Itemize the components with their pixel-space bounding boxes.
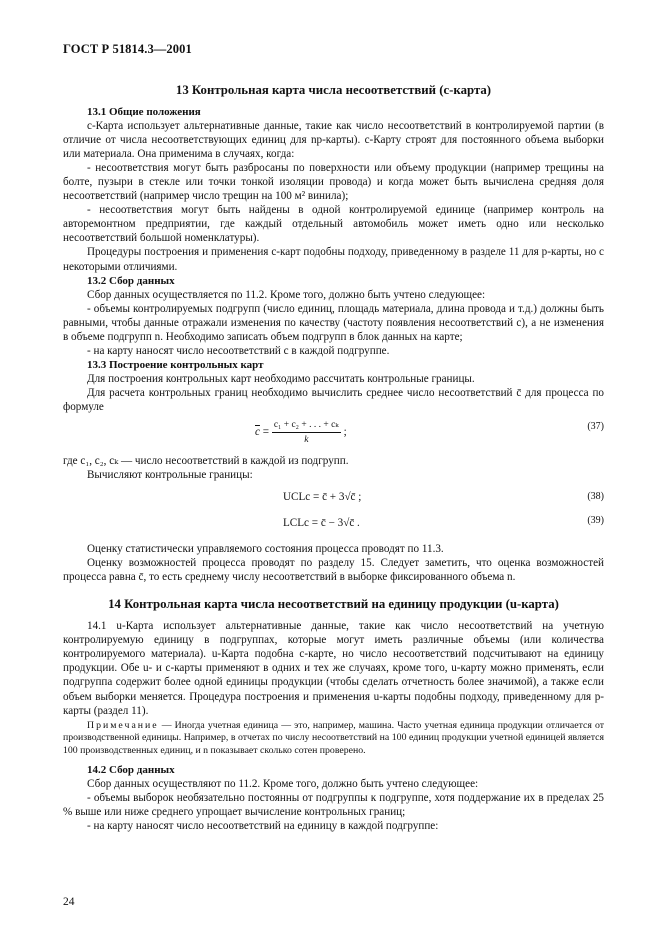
paragraph: Оценку возможностей процесса проводят по разделу 15. Следует заметить, что оценка возможностей процесса равна c̄, то есть среднему числу несоответствий в выборке фиксированного объема n. [63,557,604,584]
page-number: 24 [63,896,75,908]
paragraph: с-Карта использует альтернативные данные, такие как число несоответствий в контролируемой партии (в отличие от числа несоответствующих единиц для np-карты). с-Карту строят для постоянного объема выборки или материала. Она применима в случаях, когда: [63,120,604,161]
formula-38 [63,482,604,512]
paragraph: Процедуры построения и применения с-карт подобны подходу, приведенному в разделе 11 для р-карты, но с некоторыми отличиями. [63,246,604,273]
subsection-14-2-heading: 14.2 Сбор данных [87,764,175,777]
paragraph: - объемы выборок необязательно постоянны от подгруппы к подгруппе, хотя поддержание их в пределах 25 % выше или ниже среднего упрощает вычисление контрольных границ; [63,792,604,819]
page-body [63,82,604,833]
formula-lcl: LCLc = c̄ − 3√c̄ . [283,517,360,530]
formula-39 [63,512,604,542]
subsection-13-2-heading: 13.2 Сбор данных [87,274,175,287]
paragraph: - на карту наносят число несоответствий на единицу в каждой подгруппе: [87,820,439,833]
paragraph: Для расчета контрольных границ необходимо вычислить среднее число несоответствий c̄ для процесса по формуле [63,386,604,413]
paragraph: - несоответствия могут быть разбросаны по поверхности или объему продукции (например трещины на болте, пузыри в стекле или точки тонкой изоляции провода) и когда может быть вычислена средняя доля несоответствий (например число трещин на 100 м² винила); [63,162,604,203]
paragraph: 14.1 u-Карта использует альтернативные данные, такие как число несоответствий на учетную контролируемую единицу в подгруппах, которые могут иметь различные объемы (или количества контролируемого материала). u-Карта подобна с-карте, но число несоответствий подсчитывают на единицу продукции. Обе u- и с-карты применяют в одних и тех же случаях, кроме того, u-карту можно применять, если подгруппа содержит более одной единицы продукции (чтобы сделать отчетность более значимой), а также если объем выборки меняется. Процедура построения и применения u-карты подобны подходу, приведенному для р-карты (раздел 11). [63,620,604,717]
formula-numerator: c₁ + c₂ + . . . + cₖ [272,418,341,433]
paragraph: Сбор данных осуществляют по 11.2. Кроме того, должно быть учтено следующее: [87,778,479,791]
paragraph: - на карту наносят число несоответствий с в каждой подгруппе. [87,344,390,357]
paragraph: Для построения контрольных карт необходимо рассчитать контрольные границы. [87,372,475,385]
formula-denominator: k [304,435,309,446]
paragraph: - объемы контролируемых подгрупп (число единиц, площадь материала, длина провода и т.д.) должны быть равными, чтобы данные отражали изменения по качеству (частоту появления несоответствий с), а не изменения в объеме подгрупп n. Необходимо записать объем подгрупп в блок данных на карте; [63,302,604,343]
formula-lhs: $\overline{c}$ [255,426,260,439]
paragraph: Оценку статистически управляемого состояния процесса проводят по 11.3. [87,543,444,556]
formula-number: (38) [587,491,604,503]
subsection-13-3-heading: 13.3 Построение контрольных карт [87,358,264,371]
formula-number: (37) [587,421,604,433]
formula-37: $\overline{c}$ = $\frac{\text{c₁ + c₂ + . . . + cₖ}}{k}$ ; (37) [63,414,604,454]
subsection-13-1-heading: 13.1 Общие положения [87,106,201,118]
section-14-title: 14 Контрольная карта числа несоответствий на единицу продукции (u-карта) [108,597,559,612]
note [63,720,604,758]
note-label: Примечание [87,719,159,731]
section-13-title: 13 Контрольная карта числа несоответствий (с-карта) [175,83,492,97]
document-header: ГОСТ Р 51814.3—2001 [63,42,192,56]
note-text: — Иногда учетная единица — это, например, машина. Часто учетная единица продукции отличается от производственной единицы. Например, в отчетах по числу несоответствий на 100 единиц продукции учетной единицей является 100 производственных единиц, и n показывает сколько сотен проверено. [63,719,605,756]
paragraph: где c₁, c₂, cₖ — число несоответствий в каждой из подгрупп. [63,455,349,468]
paragraph: - несоответствия могут быть найдены в одной контролируемой единице (например контроль на авторемонтном предприятии, где каждый отдельный автомобиль может иметь одно или несколько несоответствий большой номенклатуры). [63,204,604,245]
paragraph: Вычисляют контрольные границы: [87,469,253,482]
formula-number: (39) [587,515,604,527]
formula-ucl: UCLc = c̄ + 3√c̄ ; [283,491,362,504]
paragraph: Сбор данных осуществляется по 11.2. Кроме того, должно быть учтено следующее: [87,288,486,301]
